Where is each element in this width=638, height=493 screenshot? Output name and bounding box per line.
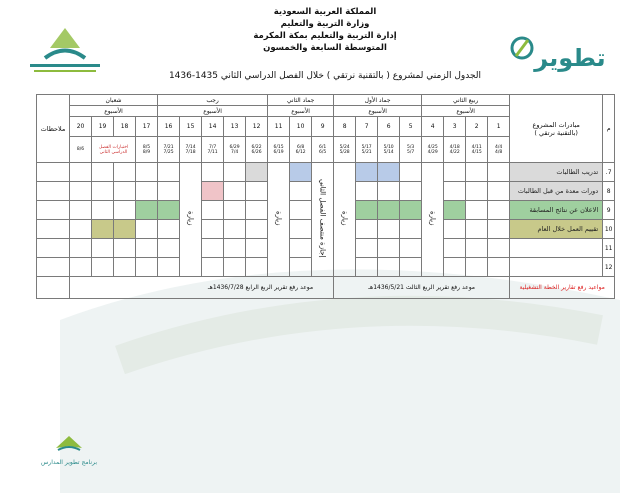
school-program-logo-text: برنامج تطوير المدارس — [40, 459, 98, 466]
row-notes — [37, 201, 70, 220]
schedule-cell — [290, 182, 312, 201]
col-init-header — [510, 95, 603, 163]
schedule-cell — [466, 201, 488, 220]
schedule-cell — [378, 182, 400, 201]
week-number-10: 10 — [290, 117, 312, 137]
schedule-cell — [202, 182, 224, 201]
week-date-end: 4/29 — [427, 149, 438, 155]
schedule-cell — [114, 239, 136, 258]
schedule-cell — [290, 239, 312, 258]
schedule-cell — [92, 258, 114, 277]
schedule-cell — [400, 220, 422, 239]
schedule-cell — [488, 201, 510, 220]
header-line2: وزارة التربية والتعليم — [280, 19, 370, 29]
holiday-label: إجازة منتصف الفصل الثاني — [318, 179, 327, 258]
schedule-cell — [114, 182, 136, 201]
schedule-cell — [356, 239, 378, 258]
schedule-cell — [246, 239, 268, 258]
week-dates-2 — [466, 137, 488, 163]
week-label-3: الأسبوع — [158, 106, 268, 117]
schedule-cell — [356, 258, 378, 277]
week-dates-12 — [246, 137, 268, 163]
week-number-1: 1 — [488, 117, 510, 137]
week-number-14: 14 — [202, 117, 224, 137]
schedule-cell — [378, 220, 400, 239]
visit-label: زيارة — [274, 211, 283, 226]
row-notes — [37, 182, 70, 201]
schedule-cell — [466, 220, 488, 239]
schedule-cell — [202, 220, 224, 239]
schedule-cell — [224, 258, 246, 277]
schedule-cell — [356, 220, 378, 239]
week-date-start: 7/21 — [163, 144, 174, 150]
row-number: 7. — [603, 163, 615, 182]
schedule-cell — [356, 163, 378, 182]
week-date-end: 7/11 — [207, 149, 218, 155]
week-date-start: 7/7 — [208, 144, 217, 150]
schedule-cell — [378, 239, 400, 258]
visit-label: زيارة — [186, 211, 195, 226]
schedule-cell — [466, 182, 488, 201]
week-number-20: 20 — [70, 117, 92, 137]
month-header-1: جماد الأول — [334, 95, 422, 106]
week-date-end: 8/6 — [76, 147, 85, 152]
week-date-end: 5/28 — [339, 149, 350, 155]
week-date-start: 7/14 — [185, 144, 196, 150]
schedule-table — [36, 94, 615, 299]
week-number-9: 9 — [312, 117, 334, 137]
schedule-cell — [224, 220, 246, 239]
schedule-cell — [202, 258, 224, 277]
visit-label: زيارة — [340, 211, 349, 226]
row-number: 12 — [603, 258, 615, 277]
week-date-start: 4/18 — [449, 144, 460, 150]
col-ord-header: م — [603, 95, 615, 163]
week-date-start: 5/10 — [383, 144, 394, 150]
schedule-cell — [246, 201, 268, 220]
week-date-end: 8/9 — [142, 149, 151, 155]
table-row — [37, 163, 615, 182]
week-date-start: 8/5 — [142, 144, 151, 150]
schedule-cell — [444, 163, 466, 182]
month-header-0: ربيع الثاني — [422, 95, 510, 106]
schedule-cell — [488, 182, 510, 201]
week-date-end: 4/8 — [495, 149, 503, 155]
week-date-end: 7/18 — [185, 149, 196, 155]
schedule-cell — [378, 163, 400, 182]
footer-q3: موعد رفع تقرير الربع الثالث 1436/5/21هـ — [334, 277, 510, 299]
schedule-cell — [246, 182, 268, 201]
row-number: 10 — [603, 220, 615, 239]
week-dates-16 — [158, 137, 180, 163]
schedule-cell — [202, 201, 224, 220]
week-number-18: 18 — [114, 117, 136, 137]
schedule-cell — [444, 220, 466, 239]
schedule-cell — [158, 201, 180, 220]
row-number: 8 — [603, 182, 615, 201]
schedule-cell — [158, 163, 180, 182]
schedule-cell — [114, 163, 136, 182]
footer-notes-cell — [37, 277, 70, 299]
schedule-cell — [400, 201, 422, 220]
week-date-end: 6/19 — [273, 149, 284, 155]
month-header-4: شعبان — [70, 95, 158, 106]
schedule-cell — [400, 182, 422, 201]
week-label-4: الأسبوع — [70, 106, 158, 117]
schedule-cell — [466, 239, 488, 258]
footer-label: مواعيد رفع تقارير الخطة التشغيلية — [510, 277, 615, 299]
schedule-cell — [466, 163, 488, 182]
schedule-cell — [444, 258, 466, 277]
week-number-5: 5 — [400, 117, 422, 137]
ministry-logo-icon — [20, 18, 110, 86]
week-dates-1 — [488, 137, 510, 163]
week-dates-17 — [136, 137, 158, 163]
week-date-start: 4/25 — [427, 144, 438, 150]
schedule-cell — [92, 239, 114, 258]
tatweer-logo-text: تطوير — [534, 44, 606, 72]
schedule-cell — [158, 239, 180, 258]
schedule-cell — [158, 258, 180, 277]
week-number-4: 4 — [422, 117, 444, 137]
week-date-end: 6/12 — [295, 149, 306, 155]
week-date-end: 5/7 — [407, 149, 415, 155]
row-notes — [37, 239, 70, 258]
week-date-end: 6/26 — [251, 149, 262, 155]
schedule-cell — [400, 258, 422, 277]
schedule-cell — [246, 220, 268, 239]
schedule-cell — [290, 258, 312, 277]
schedule-cell — [246, 258, 268, 277]
row-label: دورات معدة من قبل الطالبات — [510, 182, 603, 201]
week-number-3: 3 — [444, 117, 466, 137]
schedule-cell — [400, 163, 422, 182]
week-date-start: 5/17 — [361, 144, 372, 150]
footer-q4: موعد رفع تقرير الربع الرابع 1436/7/28هـ — [70, 277, 334, 299]
schedule-cell — [114, 201, 136, 220]
week-date-start: 4/4 — [495, 144, 503, 150]
week-number-7: 7 — [356, 117, 378, 137]
row-number: 11 — [603, 239, 615, 258]
page-subtitle: الجدول الزمني لمشروع ( بالتقنية نرتقي ) خلال الفصل الدراسي الثاني 1435-1436 — [168, 71, 482, 81]
visit-cell — [422, 163, 444, 277]
schedule-cell — [136, 201, 158, 220]
week-number-17: 17 — [136, 117, 158, 137]
week-dates-11 — [268, 137, 290, 163]
header-line1: المملكة العربية السعودية — [273, 7, 377, 17]
schedule-cell — [158, 182, 180, 201]
visit-cell — [334, 163, 356, 277]
week-label-1: الأسبوع — [334, 106, 422, 117]
schedule-cell — [158, 220, 180, 239]
week-date-end: 4/22 — [449, 149, 460, 155]
week-number-11: 11 — [268, 117, 290, 137]
visit-cell — [180, 163, 202, 277]
week-number-15: 15 — [180, 117, 202, 137]
schedule-cell — [136, 220, 158, 239]
exam-label: اختبارات الفصل — [98, 144, 129, 150]
schedule-cell — [444, 182, 466, 201]
row-notes — [37, 258, 70, 277]
row-number: 9 — [603, 201, 615, 220]
schedule-cell — [488, 220, 510, 239]
week-dates-3 — [444, 137, 466, 163]
schedule-cell — [136, 239, 158, 258]
week-dates-8 — [334, 137, 356, 163]
schedule-cell — [70, 239, 92, 258]
schedule-cell — [488, 163, 510, 182]
month-header-3: رجب — [158, 95, 268, 106]
week-date-start: 5/24 — [339, 144, 350, 150]
header-block — [200, 6, 450, 54]
week-dates-5 — [400, 137, 422, 163]
week-dates-18 — [92, 137, 136, 163]
schedule-cell — [92, 220, 114, 239]
schedule-cell — [70, 182, 92, 201]
schedule-cell — [224, 239, 246, 258]
week-number-16: 16 — [158, 117, 180, 137]
week-number-13: 13 — [224, 117, 246, 137]
schedule-cell — [290, 220, 312, 239]
exam-sub: الدراسي الثاني — [99, 149, 128, 155]
week-label-0: الأسبوع — [422, 106, 510, 117]
schedule-cell — [290, 201, 312, 220]
schedule-cell — [444, 201, 466, 220]
visit-cell — [268, 163, 290, 277]
col-init-title: مبادرات المشروع — [532, 120, 580, 129]
header-line4: المتوسطة السابعة والخمسون — [263, 43, 387, 53]
schedule-cell — [136, 163, 158, 182]
row-label: الاعلان عن نتائج المسابقة — [510, 201, 603, 220]
week-date-start: 6/29 — [229, 144, 240, 150]
week-date-end: 5/14 — [383, 149, 394, 155]
week-date-end: 7/4 — [230, 149, 239, 155]
week-dates-14 — [202, 137, 224, 163]
schedule-cell — [224, 201, 246, 220]
schedule-cell — [378, 201, 400, 220]
schedule-cell — [378, 258, 400, 277]
week-dates-20 — [70, 137, 92, 163]
week-date-start: 6/8 — [297, 144, 305, 150]
schedule-cell — [70, 163, 92, 182]
col-init-subtitle: (بالتقنية نرتقي ) — [534, 128, 578, 137]
holiday-cell — [312, 163, 334, 277]
schedule-cell — [488, 239, 510, 258]
schedule-cell — [202, 163, 224, 182]
tatweer-logo-icon — [508, 26, 608, 82]
row-notes — [37, 163, 70, 182]
schedule-cell — [136, 258, 158, 277]
schedule-cell — [92, 201, 114, 220]
row-label — [510, 258, 603, 277]
week-label-2: الأسبوع — [268, 106, 334, 117]
schedule-cell — [466, 258, 488, 277]
header-line3: إدارة التربية والتعليم بمكة المكرمة — [253, 31, 397, 41]
week-number-19: 19 — [92, 117, 114, 137]
week-date-end: 4/15 — [471, 149, 482, 155]
week-dates-10 — [290, 137, 312, 163]
schedule-cell — [70, 220, 92, 239]
schedule-cell — [202, 239, 224, 258]
week-date-start: 5/3 — [407, 144, 415, 150]
week-date-end: 5/21 — [361, 149, 372, 155]
week-dates-6 — [378, 137, 400, 163]
schedule-cell — [114, 220, 136, 239]
schedule-cell — [92, 182, 114, 201]
schedule-cell — [290, 163, 312, 182]
schedule-cell — [136, 182, 158, 201]
schedule-cell — [488, 258, 510, 277]
week-date-start: 6/1 — [319, 144, 327, 150]
week-dates-13 — [224, 137, 246, 163]
week-dates-9 — [312, 137, 334, 163]
schedule-cell — [70, 201, 92, 220]
week-number-2: 2 — [466, 117, 488, 137]
row-label: تدريب الطالبات — [510, 163, 603, 182]
schedule-cell — [114, 258, 136, 277]
month-header-2: جماد الثاني — [268, 95, 334, 106]
week-date-start: 6/15 — [273, 144, 284, 150]
schedule-cell — [356, 182, 378, 201]
week-number-8: 8 — [334, 117, 356, 137]
week-date-end: 6/5 — [319, 149, 327, 155]
school-program-logo-icon — [34, 432, 104, 468]
schedule-cell — [224, 163, 246, 182]
week-dates-15 — [180, 137, 202, 163]
visit-label: زيارة — [428, 211, 437, 226]
week-dates-4 — [422, 137, 444, 163]
week-number-6: 6 — [378, 117, 400, 137]
col-notes-header: ملاحظات — [37, 95, 70, 163]
row-notes — [37, 220, 70, 239]
schedule-cell — [444, 239, 466, 258]
week-date-end: 7/25 — [163, 149, 174, 155]
schedule-cell — [70, 258, 92, 277]
schedule-cell — [246, 163, 268, 182]
schedule-cell — [92, 163, 114, 182]
schedule-cell — [356, 201, 378, 220]
week-number-12: 12 — [246, 117, 268, 137]
row-label: تقييم العمل خلال العام — [510, 220, 603, 239]
week-dates-7 — [356, 137, 378, 163]
week-date-start: 6/22 — [251, 144, 262, 150]
schedule-cell — [400, 239, 422, 258]
week-date-start: 4/11 — [471, 144, 482, 150]
row-label — [510, 239, 603, 258]
schedule-cell — [224, 182, 246, 201]
